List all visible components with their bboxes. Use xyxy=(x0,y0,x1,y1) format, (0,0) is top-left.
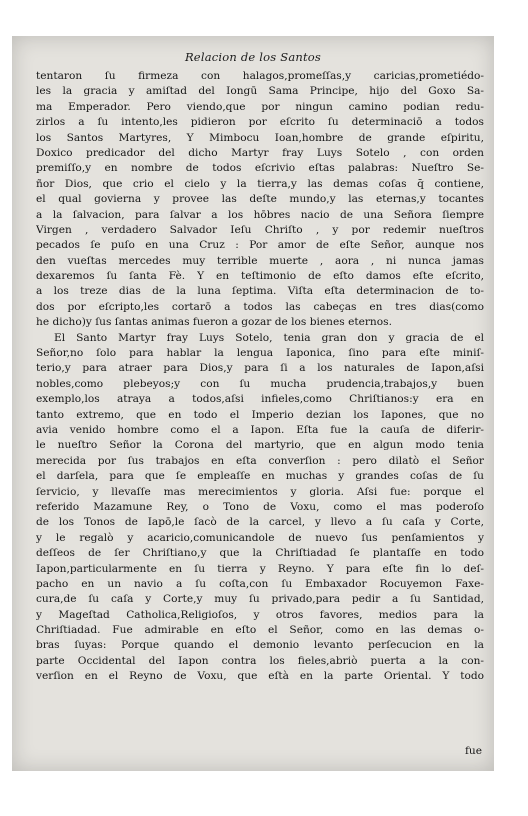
text-line: pacho en un navio a ſu coſta,con ſu Embaxador Rocuyemon Faxe- xyxy=(36,577,484,590)
text-line: dexaremos ſu ſanta Fè. Y en teſtimonio de eſto damos eſte eſcrito, xyxy=(36,270,484,283)
text-line: ma Emperador. Pero viendo,que por ningun camino podian redu- xyxy=(36,100,484,113)
running-head: Relacion de los Santos xyxy=(184,50,322,64)
text-line: den vueſtas mercedes muy terrible muerte , aora , ni nunca jamas xyxy=(36,254,484,267)
text-line: Chriſtiadad. Fue admirable en eſto el Señor, como en las demas o- xyxy=(36,624,484,637)
text-line: de los Tonos de Iapō,le ſacò de la carcel, y llevo a ſu caſa y Corte, xyxy=(36,516,484,529)
text-line: a los treze dias de la luna ſeptima. Viſta eſta determinacion de to- xyxy=(36,285,484,298)
text-line: el qual govierna y provee las deſte mundo,y las eternas,y tocantes xyxy=(36,193,484,206)
text-line: Iapon,particularmente en ſu tierra y Reyno. Y para eſte fin lo deſ- xyxy=(36,562,484,575)
text-block xyxy=(36,69,484,685)
text-line: zirlos a ſu intento,les pidieron por eſcrito ſu determinaciō a todos xyxy=(36,116,484,129)
text-line: Señor,no ſolo para hablar la lengua Iaponica, ſino para eſte miniſ- xyxy=(36,347,484,360)
text-line: ñor Dios, que crio el cielo y la tierra,y las demas coſas q̄ contiene, xyxy=(36,177,484,190)
text-line: terio,y para atraer para Dios,y para ſi a los naturales de Iapon,aſsi xyxy=(36,362,484,375)
text-line: pecados ſe puſo en una Cruz : Por amor de eſte Señor, aunque nos xyxy=(36,239,484,252)
text-line: el darſela, para que ſe empleaſſe en muchas y grandes coſas de ſu xyxy=(36,470,484,483)
text-line: tanto extremo, que en todo el Imperio dezian los Iapones, que no xyxy=(36,408,484,421)
text-line: verſion en el Reyno de Voxu, que eſtà en la parte Oriental. Y todo xyxy=(36,670,484,683)
catchword: fue xyxy=(464,745,482,757)
text-line: ſervicio, y llevaſſe mas merecimientos y gloria. Aſsi fue: porque el xyxy=(36,485,484,498)
text-line: le nueſtro Señor la Corona del martyrio, que en algun modo tenia xyxy=(36,439,484,452)
text-line: y le regalò y acaricio,comunicandole de nuevo ſus penſamientos y xyxy=(36,531,484,544)
text-line: referido Mazamune Rey, o Tono de Voxu, como el mas poderoſo xyxy=(36,500,484,513)
text-line: nobles,como plebeyos;y con ſu mucha prudencia,trabajos,y buen xyxy=(36,377,484,390)
book-page xyxy=(12,36,494,771)
text-line: a la ſalvacion, para ſalvar a los hōbres nacio de una Señora ſiempre xyxy=(36,208,484,221)
text-line: tentaron ſu firmeza con halagos,promeſſas,y caricias,prometiédo- xyxy=(36,70,484,82)
text-line: parte Occidental del Iapon contra los fieles,abriò puerta a la con- xyxy=(36,654,484,667)
text-line: merecida por ſus trabajos en eſta converſion : pero dilatò el Señor xyxy=(36,454,484,467)
text-line: El Santo Martyr fray Luys Sotelo, tenia gran don y gracia de el xyxy=(54,331,484,344)
text-line: deſſeos de ſer Chriſtiano,y que la Chriſtiadad ſe plantaſſe en todo xyxy=(36,547,484,560)
text-line: Doxico predicador del dicho Martyr fray Luys Sotelo , con orden xyxy=(36,146,484,159)
text-line: les la gracia y amiſtad del Iongū Sama Principe, hijo del Goxo Sa- xyxy=(36,85,484,98)
text-line: Virgen , verdadero Salvador Ieſu Chriſto , y por redemir nueſtros xyxy=(36,223,484,236)
text-line: cura,de ſu caſa y Corte,y muy ſu privado,para pedir a ſu Santidad, xyxy=(36,593,484,606)
text-line: los Santos Martyres, Y Mimbocu Ioan,hombre de grande eſpiritu, xyxy=(36,131,484,144)
text-line: he dicho)y ſus ſantas animas fueron a gozar de los bienes eternos. xyxy=(36,316,392,329)
text-line: premiſſo,y en nombre de todos eſcrivio eſtas palabras: Nueſtro Se- xyxy=(36,162,484,175)
text-line: avia venido hombre como el a Iapon. Eſta fue la cauſa de diferir- xyxy=(36,423,484,436)
text-line: bras ſuyas: Porque quando el demonio levanto perſecucion en la xyxy=(36,639,484,652)
text-line: y Mageſtad Catholica,Religioſos, y otros favores, medios para la xyxy=(36,608,484,621)
text-line: exemplo,los atraya a todos,aſsi infieles,como Chriſtianos:y era en xyxy=(36,393,484,406)
text-line: dos por eſcripto,les cortarō a todos las cabeças en tres dias(como xyxy=(36,300,484,313)
